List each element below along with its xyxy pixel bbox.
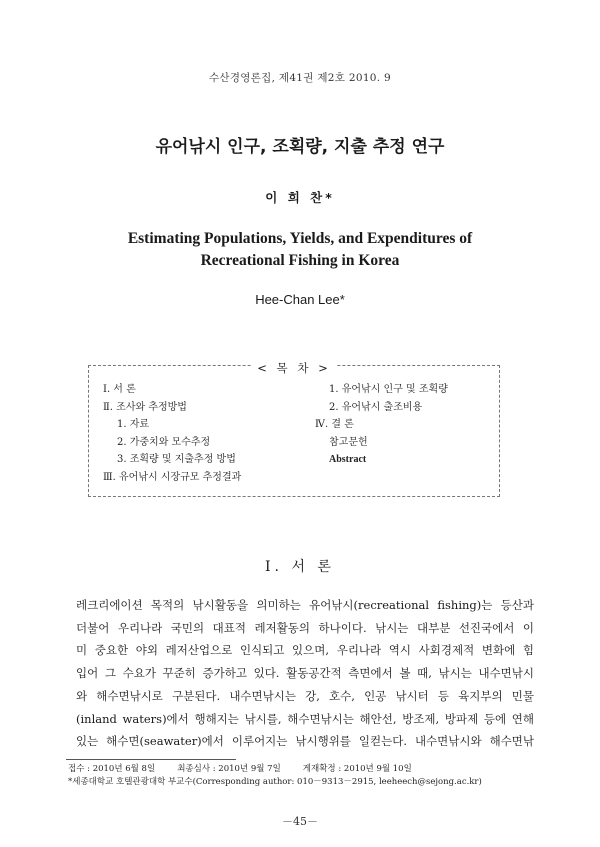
toc-item: Ⅱ. 조사와 추정방법	[103, 401, 187, 413]
body-line: 와 해수면낚시로 구분된다. 내수면낚시는 강, 호수, 인공 낚시터 등 육지부의 민물	[76, 688, 534, 703]
body-line: 있는 해수면(seawater)에서 이루어지는 낚시행위를 일컫는다. 내수면낚시와 해수면낚	[76, 734, 534, 749]
title-korean: 유어낚시 인구, 조획량, 지출 추정 연구	[155, 137, 445, 157]
footnote-accepted: 게재확정 : 2010년 9월 10일	[302, 764, 412, 774]
toc-left-column	[103, 381, 241, 486]
toc-item: 3. 조획량 및 지출추정 방법	[117, 454, 236, 465]
body-line: 입어 그 수요가 꾸준히 증가하고 있다. 활동공간적 측면에서 볼 때, 낚시는 내수면낚시	[76, 666, 534, 681]
body-line: 더불어 우리나라 국민의 대표적 레저활동의 하나이다. 낚시는 대부분 선진국에서 이	[76, 620, 534, 635]
toc-item: Ⅲ. 유어낚시 시장규모 추정결과	[103, 471, 242, 483]
footnote-affiliation: *세종대학교 호텔관광대학 부교수(Corresponding author: 010－9313－2915, leeheech@sejong.ac.kr)	[68, 777, 482, 787]
author-korean: 이 희 찬*	[265, 190, 335, 205]
toc-item: 1. 유어낚시 인구 및 조획량	[329, 384, 448, 395]
toc-item: Ⅳ. 결 론	[315, 419, 354, 430]
toc-right-column	[315, 381, 448, 469]
table-of-contents	[88, 361, 500, 497]
toc-item: 참고문헌	[329, 436, 368, 448]
toc-item: 2. 가중치와 모수추정	[117, 436, 211, 448]
footnotes	[68, 763, 482, 789]
body-line: (inland waters)에서 행해지는 낚시를, 해수면낚시는 해안선, 방조제, 방파제 등에 연해	[76, 711, 534, 726]
title-english	[0, 228, 600, 272]
toc-item: Abstract	[329, 454, 367, 465]
title-english-line2: Recreational Fishing in Korea	[200, 252, 400, 269]
toc-item: 1. 자료	[117, 419, 150, 430]
footnote-dates	[68, 763, 482, 776]
body-paragraph	[76, 594, 534, 753]
body-line: 레크리에이션 목적의 낚시활동을 의미하는 유어낚시(recreational fishing)는 등산과	[76, 598, 534, 612]
journal-header: 수산경영론집, 제41권 제2호 2010. 9	[208, 72, 392, 84]
author-english: Hee-Chan Lee*	[255, 292, 345, 307]
toc-item: 2. 유어낚시 출조비용	[329, 401, 423, 413]
title-english-line1: Estimating Populations, Yields, and Expenditures of	[127, 230, 473, 247]
footnote-review: 최종심사 : 2010년 9월 7일	[177, 764, 281, 774]
toc-item: Ⅰ. 서 론	[103, 384, 136, 395]
footnote-rule	[66, 759, 236, 760]
toc-heading-wrap	[89, 357, 499, 376]
body-line: 미 중요한 야외 레저산업으로 인식되고 있으며, 우리나라 역시 사회경제적 변화에 힘	[76, 643, 534, 658]
footnote-received: 접수 : 2010년 6월 8일	[68, 764, 156, 774]
page-number: －45－	[282, 815, 318, 828]
toc-heading: < 목 차 >	[251, 361, 336, 375]
section-heading-introduction: Ⅰ. 서 론	[265, 559, 335, 575]
